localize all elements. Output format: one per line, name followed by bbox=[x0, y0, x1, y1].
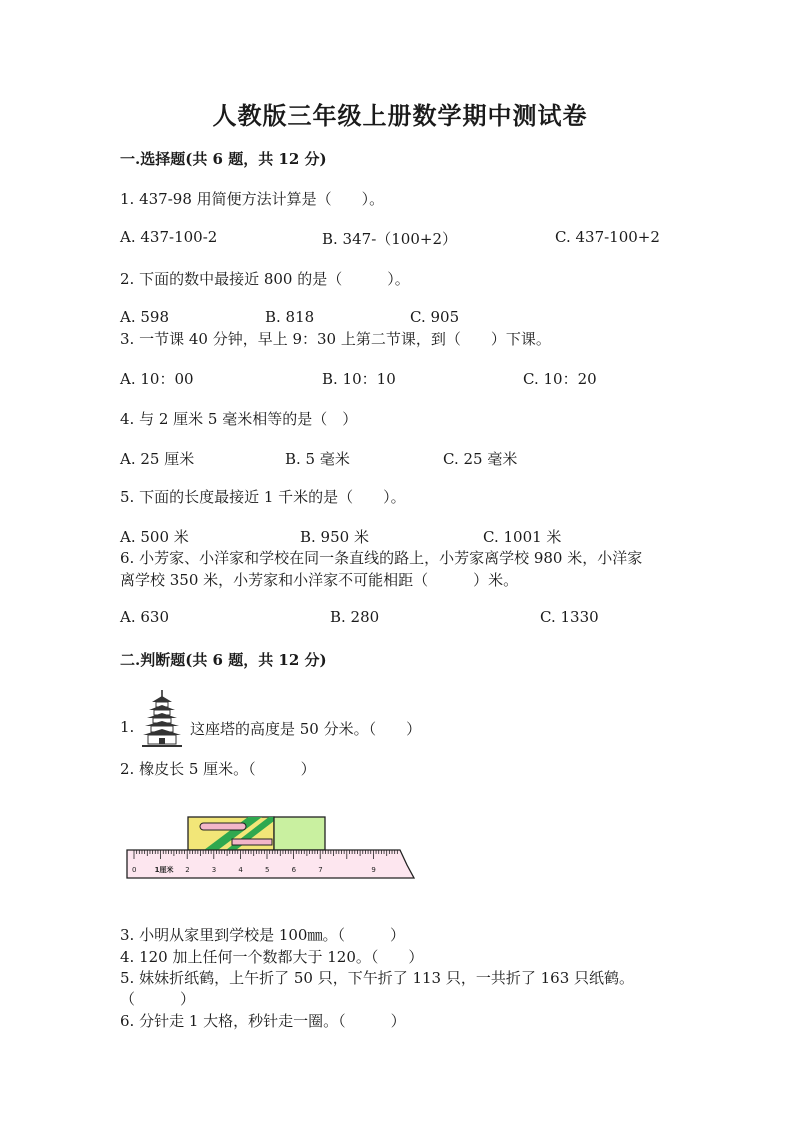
page-title: 人教版三年级上册数学期中测试卷 bbox=[212, 101, 588, 130]
judge-question-6: 6. 分针走 1 大格，秒针走一圈。（ ） bbox=[120, 1012, 406, 1030]
q4-option-c[interactable]: C. 25 毫米 bbox=[443, 450, 518, 468]
ruler-label-5: 5 bbox=[265, 866, 270, 874]
q3-option-a[interactable]: A. 10：00 bbox=[120, 370, 194, 388]
section-heading-choice: 一.选择题(共 6 题，共 12 分) bbox=[120, 150, 327, 168]
ruler-label-6: 6 bbox=[291, 866, 297, 874]
eraser-illustration bbox=[188, 813, 325, 850]
ruler-label-4: 4 bbox=[238, 866, 243, 874]
q2-option-c[interactable]: C. 905 bbox=[410, 308, 460, 326]
q3-option-c[interactable]: C. 10：20 bbox=[523, 370, 597, 388]
judge-question-4: 4. 120 加上任何一个数都大于 120。（ ） bbox=[120, 948, 424, 966]
q1-option-a[interactable]: A. 437-100-2 bbox=[120, 228, 218, 246]
question-2: 2. 下面的数中最接近 800 的是（ ）。 bbox=[120, 270, 410, 288]
ruler-label-8: 9 bbox=[371, 866, 376, 874]
q2-option-b[interactable]: B. 818 bbox=[265, 308, 315, 326]
ruler-illustration bbox=[127, 850, 414, 878]
question-4: 4. 与 2 厘米 5 毫米相等的是（ ） bbox=[120, 410, 358, 428]
question-5: 5. 下面的长度最接近 1 千米的是（ ）。 bbox=[120, 488, 406, 506]
q6-option-a[interactable]: A. 630 bbox=[120, 608, 169, 626]
question-6-line-1: 6. 小芳家、小洋家和学校在同一条直线的路上，小芳家离学校 980 米，小洋家 bbox=[120, 549, 643, 567]
q2-option-a[interactable]: A. 598 bbox=[120, 308, 169, 326]
q5-option-b[interactable]: B. 950 米 bbox=[300, 528, 369, 546]
q6-option-b[interactable]: B. 280 bbox=[330, 608, 380, 626]
q6-option-c[interactable]: C. 1330 bbox=[540, 608, 599, 626]
judge-question-2: 2. 橡皮长 5 厘米。（ ） bbox=[120, 760, 316, 778]
eraser-ruler-figure bbox=[122, 805, 422, 885]
ruler-label-3: 3 bbox=[211, 866, 217, 874]
judge-question-5-line-1: 5. 妹妹折纸鹤，上午折了 50 只，下午折了 113 只，一共折了 163 只纸鹤。 bbox=[120, 969, 635, 987]
q5-option-a[interactable]: A. 500 米 bbox=[120, 528, 189, 546]
q4-option-a[interactable]: A. 25 厘米 bbox=[120, 450, 195, 468]
pagoda-icon bbox=[140, 688, 184, 750]
question-1: 1. 437-98 用简便方法计算是（ ）。 bbox=[120, 190, 385, 208]
judge-question-1: 这座塔的高度是 50 分米。（ ） bbox=[190, 720, 422, 738]
q1-option-c[interactable]: C. 437-100+2 bbox=[555, 228, 660, 246]
judge-question-5-line-2: （ ） bbox=[120, 990, 196, 1008]
question-6-line-2: 离学校 350 米，小芳家和小洋家不可能相距（ ）米。 bbox=[120, 571, 519, 589]
ruler-label-7: 7 bbox=[318, 866, 323, 874]
judge-question-3: 3. 小明从家里到学校是 100㎜。（ ） bbox=[120, 926, 405, 944]
judge-question-1-number: 1. bbox=[120, 718, 135, 736]
q1-option-b[interactable]: B. 347-（100+2） bbox=[322, 230, 458, 248]
ruler-label-0: 0 bbox=[132, 866, 137, 874]
q4-option-b[interactable]: B. 5 毫米 bbox=[285, 450, 350, 468]
q5-option-c[interactable]: C. 1001 米 bbox=[483, 528, 562, 546]
question-3: 3. 一节课 40 分钟，早上 9：30 上第二节课，到（ ）下课。 bbox=[120, 330, 551, 348]
q3-option-b[interactable]: B. 10：10 bbox=[322, 370, 396, 388]
section-heading-judgement: 二.判断题(共 6 题，共 12 分) bbox=[120, 651, 327, 669]
ruler-label-2: 2 bbox=[185, 866, 190, 874]
ruler-label-1: 1厘米 bbox=[154, 866, 174, 874]
